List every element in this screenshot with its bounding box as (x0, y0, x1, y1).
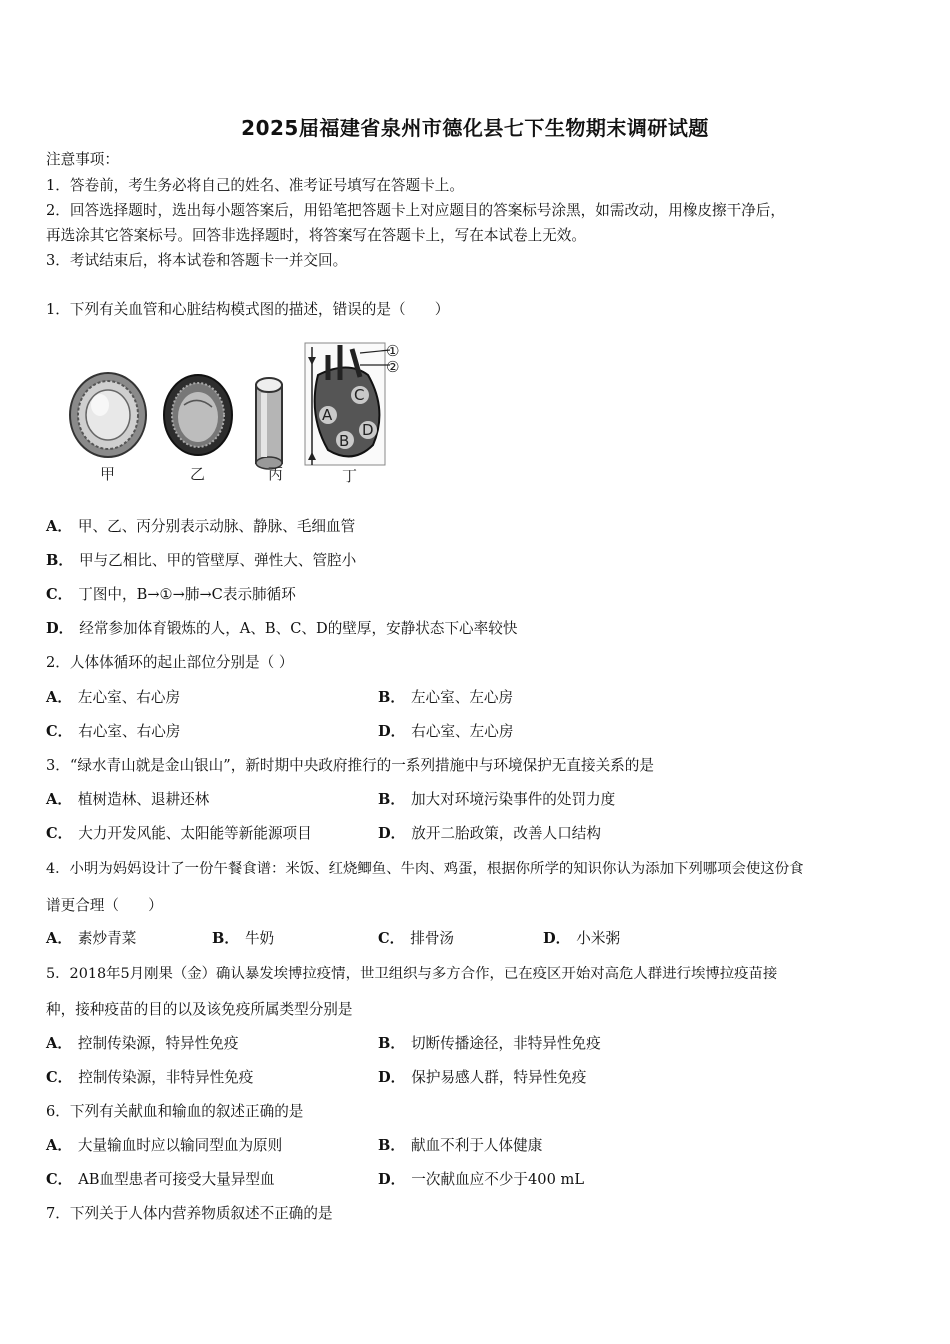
q3-option-d: D． 放开二胎政策，改善人口结构 (378, 825, 601, 842)
caption-ding: 丁 (342, 467, 358, 485)
notice-item: 2．回答选择题时，选出每小题答案后，用铅笔把答题卡上对应题目的答案标号涂黑，如需改动，用橡皮擦干净后， (46, 202, 785, 219)
q4-option-c: C． 排骨汤 (378, 930, 455, 947)
q5-option-a: A． 控制传染源，特异性免疫 (46, 1035, 239, 1052)
q4-option-d: D． 小米粥 (543, 930, 621, 947)
q6-option-d: D． 一次献血应不少于400 mL (378, 1171, 585, 1188)
q2-option-c: C． 右心室、右心房 (46, 723, 181, 740)
q3-option-b: B． 加大对环境污染事件的处罚力度 (378, 791, 616, 808)
notice-item: 再选涂其它答案标号。回答非选择题时，将答案写在答题卡上，写在本试卷上无效。 (46, 227, 586, 244)
q5-option-b: B． 切断传播途径，非特异性免疫 (378, 1035, 601, 1052)
artery-diagram (70, 373, 146, 457)
caption-bing: 丙 (268, 465, 284, 483)
question-5-stem-cont: 种，接种疫苗的目的以及该免疫所属类型分别是 (46, 1001, 353, 1018)
q3-option-a: A． 植树造林、退耕还林 (46, 791, 210, 808)
vessel-heart-figure (60, 335, 400, 495)
marker-1: ① (386, 342, 400, 360)
marker-2: ② (386, 358, 400, 376)
q6-option-b: B． 献血不利于人体健康 (378, 1137, 543, 1154)
q1-option-a: A． 甲、乙、丙分别表示动脉、静脉、毛细血管 (46, 518, 356, 535)
question-5-stem: 5．2018年5月刚果（金）确认暴发埃博拉疫情，世卫组织与多方合作，已在疫区开始对高危人群进行埃博拉疫苗接 (46, 966, 778, 982)
exam-title: 2025届福建省泉州市德化县七下生物期末调研试题 (241, 116, 709, 140)
question-1-stem: 1．下列有关血管和心脏结构模式图的描述，错误的是（ ） (46, 301, 450, 318)
q5-option-d: D． 保护易感人群，特异性免疫 (378, 1069, 587, 1086)
q6-option-c: C． AB血型患者可接受大量异型血 (46, 1171, 275, 1188)
q2-option-a: A． 左心室、右心房 (46, 689, 181, 706)
notice-item: 3．考试结束后，将本试卷和答题卡一并交回。 (46, 252, 348, 269)
heart-label-a: A (322, 406, 333, 424)
vein-diagram (164, 375, 232, 455)
q1-option-b: B． 甲与乙相比、甲的管壁厚、弹性大、管腔小 (46, 552, 357, 569)
q4-option-b: B． 牛奶 (212, 930, 275, 947)
caption-yi: 乙 (190, 465, 206, 483)
q2-option-d: D． 右心室、左心房 (378, 723, 514, 740)
q2-option-b: B． 左心室、左心房 (378, 689, 514, 706)
heart-label-b: B (339, 432, 350, 450)
capillary-diagram (256, 378, 282, 469)
q1-option-d: D． 经常参加体育锻炼的人，A、B、C、D的壁厚，安静状态下心率较快 (46, 620, 518, 637)
question-4-stem-cont: 谱更合理（ ） (46, 897, 163, 914)
question-6-stem: 6．下列有关献血和输血的叙述正确的是 (46, 1103, 304, 1120)
caption-jia: 甲 (100, 465, 116, 483)
notice-item: 1．答卷前，考生务必将自己的姓名、准考证号填写在答题卡上。 (46, 177, 464, 194)
notice-heading: 注意事项： (46, 151, 119, 168)
heart-label-d: D (362, 421, 374, 439)
q5-option-c: C． 控制传染源，非特异性免疫 (46, 1069, 254, 1086)
question-4-stem: 4．小明为妈妈设计了一份午餐食谱：米饭、红烧鲫鱼、牛肉、鸡蛋，根据你所学的知识你认为添加下列哪项会使这份食 (46, 861, 804, 877)
q3-option-c: C． 大力开发风能、太阳能等新能源项目 (46, 825, 312, 842)
q1-option-c: C． 丁图中，B→①→肺→C表示肺循环 (46, 586, 296, 603)
q6-option-a: A． 大量输血时应以输同型血为原则 (46, 1137, 283, 1154)
heart-label-c: C (354, 386, 365, 404)
question-2-stem: 2．人体体循环的起止部位分别是（ ） (46, 654, 294, 671)
question-3-stem: 3．“绿水青山就是金山银山”，新时期中央政府推行的一系列措施中与环境保护无直接关系的是 (46, 757, 654, 774)
q4-option-a: A． 素炒青菜 (46, 930, 137, 947)
question-7-stem: 7．下列关于人体内营养物质叙述不正确的是 (46, 1205, 333, 1222)
